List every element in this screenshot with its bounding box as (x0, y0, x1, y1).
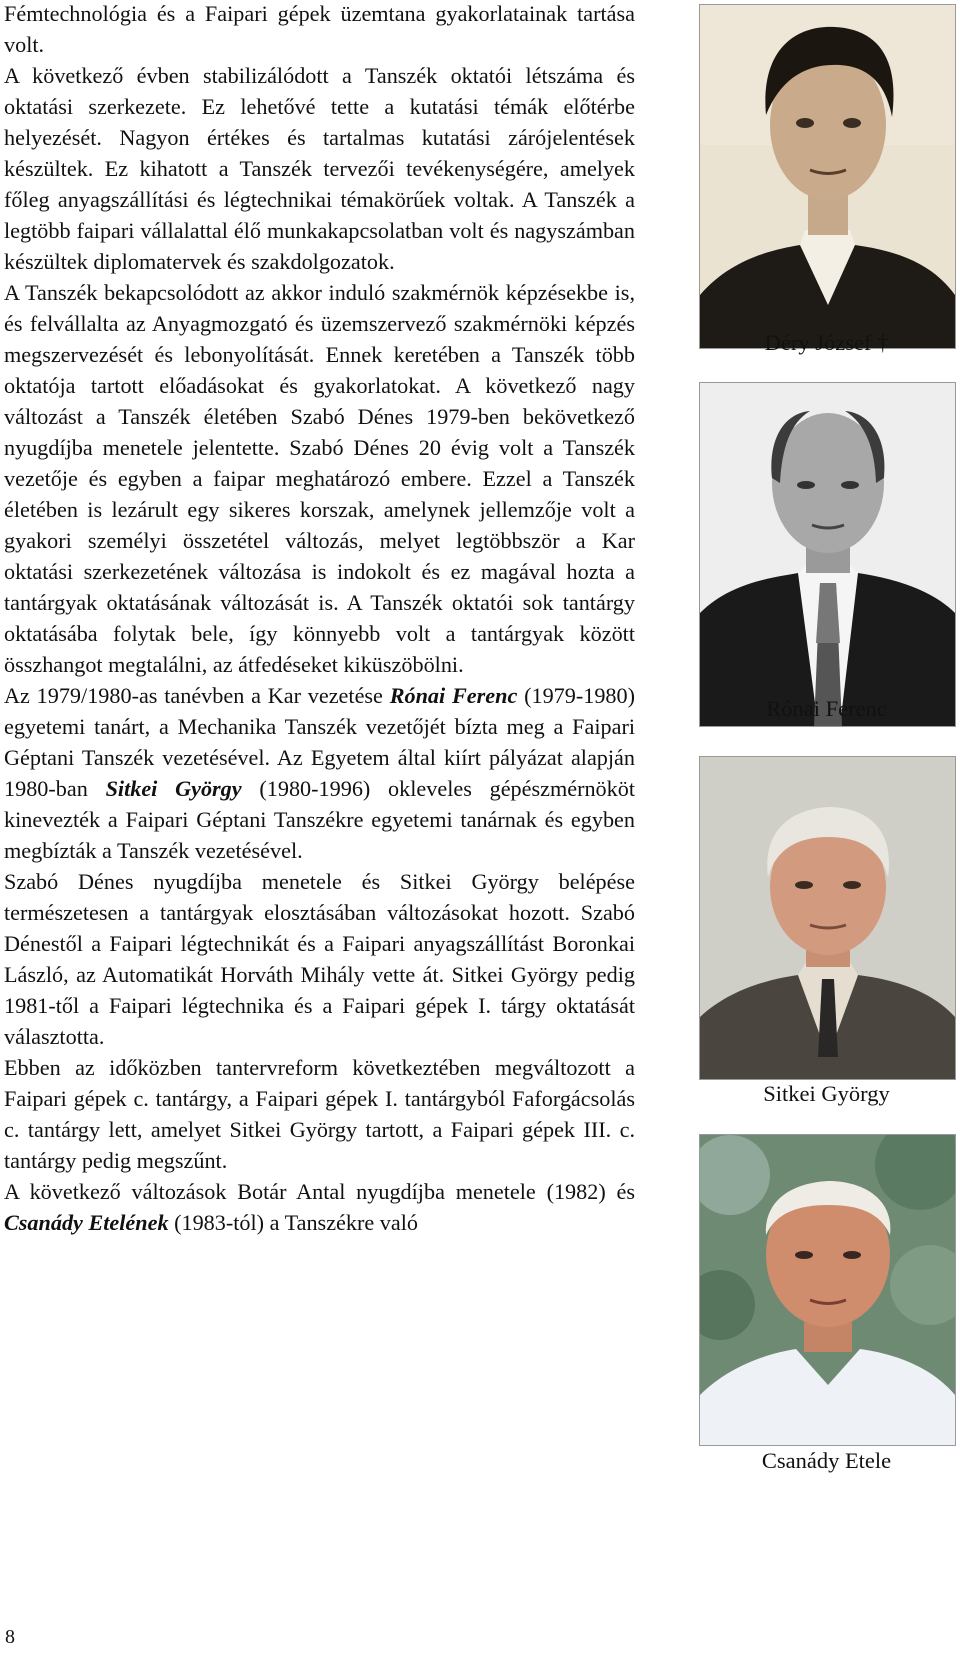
photo-caption: Rónai Ferenc (766, 696, 887, 721)
paragraph (4, 1176, 635, 1238)
paragraph: Fémtechnológia és a Faipari gépek üzemtana gyakorlatainak tartása volt. (4, 1, 635, 57)
portrait-photo-dery-jozsef (699, 4, 956, 349)
portrait-image (700, 383, 955, 726)
person-name: Rónai Ferenc (389, 683, 518, 708)
paragraph (4, 680, 635, 866)
portrait-photo-csanady-etele (699, 1134, 956, 1446)
body-text (4, 0, 635, 1238)
paragraph: A Tanszék bekapcsolódott az akkor induló szakmérnök képzésekbe is, és felvállalta az Anyagmozgató és üzemszervező szakmérnöki képzés megszervezését és lebonyolítását. Ennek keretében a Tanszék több oktatója tartott előadásokat és gyakorlatokat. A következő nagy változást a Tanszék életében Szabó Dénes 1979-ben bekövetkező nyugdíjba menetele jelentette. Szabó Dénes 20 évig volt a Tanszék vezetője és egyben a faipar meghatározó embere. Ezzel a Tanszék életében is lezárult egy sikeres korszak, amelynek jellemzője volt a gyakori személyi összetétel változás, melyet legtöbbször a Kar oktatási szerkezetének változása is indokolt és ez magával hozta a tantárgyak oktatásának változását is. A Tanszék oktatói sok tantárgy oktatásába folytak bele, így könnyebb volt a tantárgyak között összhangot megtalálni, az átfedéseket kiküszöbölni. (4, 280, 635, 677)
paragraph-text: A következő változások Botár Antal nyugdíjba menetele (1982) és (4, 1179, 635, 1204)
paragraph-text: (1980-1996) okleveles gépészmérnököt kinevezték a Faipari Géptani Tanszékre egyetemi tanárnak és egyben megbízták a Tanszék vezetésével. (4, 776, 635, 863)
portrait-photo-sitkei-gyorgy (699, 756, 956, 1080)
photo-caption: Sitkei György (763, 1081, 890, 1106)
person-name: Sitkei György (105, 776, 242, 801)
person-name: Csanády Etelének (4, 1210, 169, 1235)
paragraph: A következő évben stabilizálódott a Tanszék oktatói létszáma és oktatási szerkezete. Ez lehetővé tette a kutatási témák előtérbe helyezését. Nagyon értékes és tartalmas kutatási zárójelentések készültek. Ez kihatott a Tanszék tervezői tevékenységére, amelyek főleg anyagszállítási és légtechnikai témakörűek voltak. A Tanszék a legtöbb faipari vállalattal élő munkakapcsolatban volt és nagyszámban készültek diplomatervek és szakdolgozatok. (4, 63, 635, 274)
paragraph-text: Az 1979/1980-as tanévben a Kar vezetése (4, 683, 383, 708)
paragraph-text: (1979-1980) egyetemi tanárt, a Mechanika Tanszék vezetőjét bízta meg a Faipari Géptani Tanszék vezetésével. Az Egyetem által kiírt pályázat alapján 1980-ban (4, 683, 636, 801)
page-number: 8 (5, 1626, 15, 1648)
paragraph-text: (1983-tól) a Tanszékre való (174, 1210, 418, 1235)
photo-caption: Déry József † (764, 330, 889, 355)
portrait-image (700, 1135, 955, 1445)
portrait-image (700, 5, 955, 348)
paragraph: Ebben az időközben tantervreform következtében megváltozott a Faipari gépek c. tantárgy, a Faipari gépek I. tantárgyból Faforgácsolás c. tantárgy lett, amelyet Sitkei György tartott, a Faipari gépek III. c. tantárgy pedig megszűnt. (4, 1055, 635, 1173)
portrait-photo-ronai-ferenc (699, 382, 956, 727)
photo-caption: Csanády Etele (761, 1448, 892, 1473)
paragraph: Szabó Dénes nyugdíjba menetele és Sitkei György belépése természetesen a tantárgyak elosztásában változásokat hozott. Szabó Dénestől a Faipari légtechnikát és a Faipari anyagszállítást Boronkai László, az Automatikát Horváth Mihály vette át. Sitkei György pedig 1981-től a Faipari légtechnika és a Faipari gépek I. tárgy oktatását választotta. (4, 869, 635, 1049)
portrait-image (700, 757, 955, 1079)
